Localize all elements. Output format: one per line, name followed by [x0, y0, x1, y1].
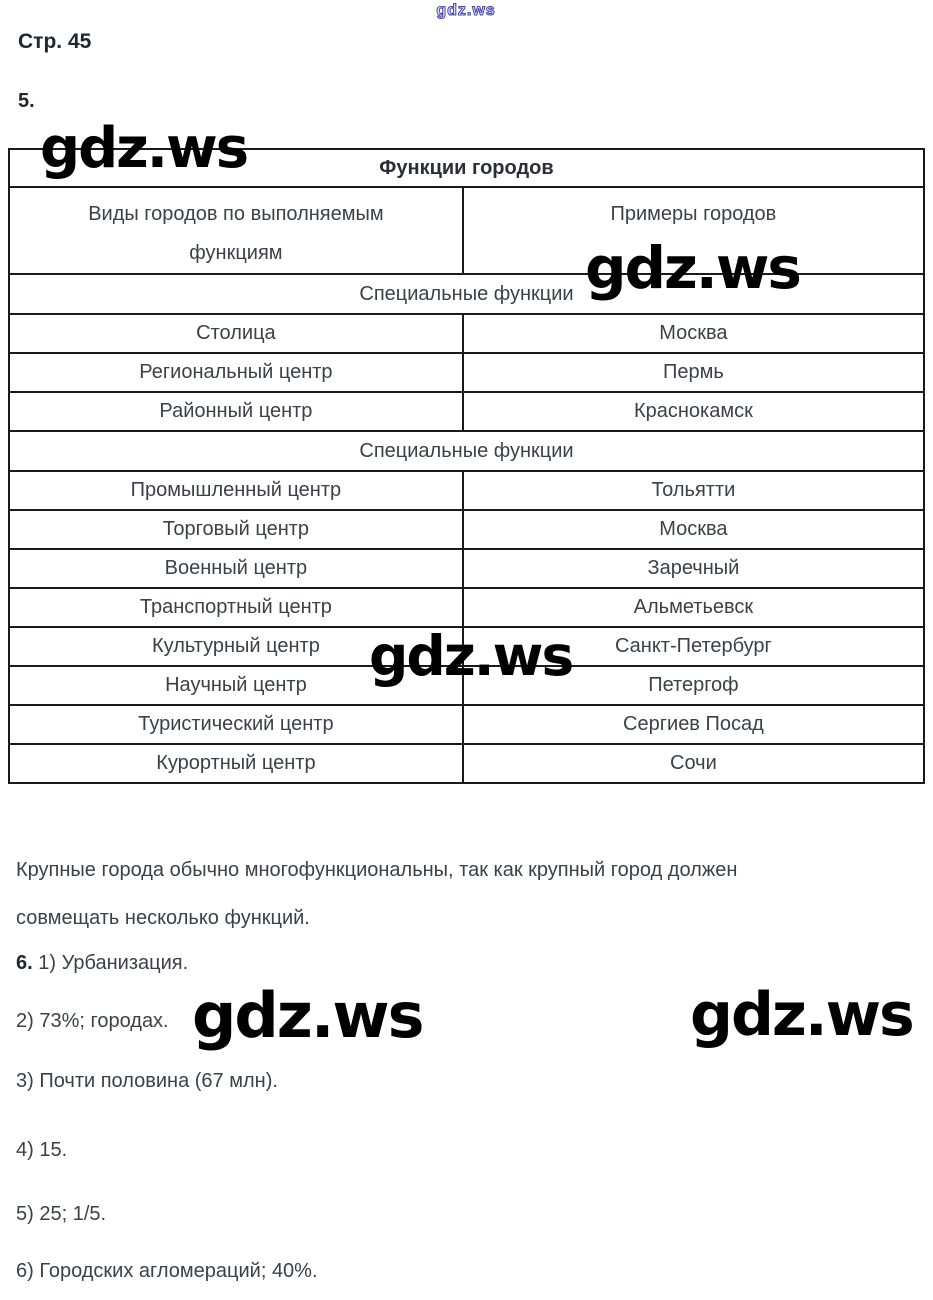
cell-city: Сочи [463, 744, 924, 783]
table-row [9, 392, 924, 431]
cell-city: Пермь [463, 353, 924, 392]
cell-city: Тольятти [463, 471, 924, 510]
gdz-watermark-top: gdz.ws [436, 2, 496, 19]
table-row [9, 627, 924, 666]
table-row [9, 588, 924, 627]
task-6-number: 6. [16, 952, 33, 974]
cell-city: Сергиев Посад [463, 705, 924, 744]
section-label-2: Специальные функции [9, 431, 924, 471]
cell-function: Культурный центр [9, 627, 463, 666]
table-title-row [9, 149, 924, 187]
cell-function: Транспортный центр [9, 588, 463, 627]
cell-city: Петергоф [463, 666, 924, 705]
table-row [9, 705, 924, 744]
column-header-types [9, 187, 463, 274]
section-label-1: Специальные функции [9, 274, 924, 314]
cell-city: Москва [463, 314, 924, 353]
conclusion-paragraph [16, 846, 916, 942]
table-row [9, 744, 924, 783]
cell-city: Краснокамск [463, 392, 924, 431]
cell-city: Москва [463, 510, 924, 549]
city-functions-table [8, 148, 925, 784]
table-header-row [9, 187, 924, 274]
cell-function: Научный центр [9, 666, 463, 705]
task-6-answer-1 [16, 950, 188, 976]
task-5-label: 5. [18, 90, 35, 112]
conclusion-line-1: Крупные города обычно многофункциональны, так как крупный город должен [16, 859, 738, 881]
cell-function: Промышленный центр [9, 471, 463, 510]
column-header-examples: Примеры городов [463, 187, 924, 274]
gdz-watermark: gdz.ws [192, 979, 423, 1052]
gdz-watermark: gdz.ws [690, 980, 913, 1050]
task-6-answer-2: 2) 73%; городах. [16, 1010, 169, 1032]
table-row [9, 353, 924, 392]
task-6-answer-1-text: 1) Урбанизация. [38, 952, 189, 974]
cell-function: Туристический центр [9, 705, 463, 744]
cell-city: Заречный [463, 549, 924, 588]
cell-function: Районный центр [9, 392, 463, 431]
table-row [9, 314, 924, 353]
task-6-answer-5: 5) 25; 1/5. [16, 1203, 107, 1225]
conclusion-line-2: совмещать несколько функций. [16, 907, 310, 929]
gdz-watermark: gdz.ws [40, 116, 248, 181]
cell-city: Санкт-Петербург [463, 627, 924, 666]
column-header-types-line2: функциям [189, 242, 283, 264]
task-6-answer-3: 3) Почти половина (67 млн). [16, 1070, 278, 1092]
task-6-answer-6: 6) Городских агломераций; 40%. [16, 1260, 318, 1282]
section-row-2 [9, 431, 924, 471]
cell-function: Столица [9, 314, 463, 353]
cell-function: Курортный центр [9, 744, 463, 783]
task-6-answer-4: 4) 15. [16, 1139, 68, 1161]
page-number-label: Стр. 45 [18, 30, 92, 53]
table-row [9, 549, 924, 588]
cell-city: Альметьевск [463, 588, 924, 627]
gdz-watermark: gdz.ws [369, 624, 573, 688]
gdz-watermark: gdz.ws [585, 234, 800, 302]
cell-function: Региональный центр [9, 353, 463, 392]
table-row [9, 471, 924, 510]
table-row [9, 510, 924, 549]
cell-function: Торговый центр [9, 510, 463, 549]
column-header-types-line1: Виды городов по выполняемым [88, 203, 384, 225]
table-title: Функции городов [9, 149, 924, 187]
table-row [9, 666, 924, 705]
section-row-1 [9, 274, 924, 314]
cell-function: Военный центр [9, 549, 463, 588]
